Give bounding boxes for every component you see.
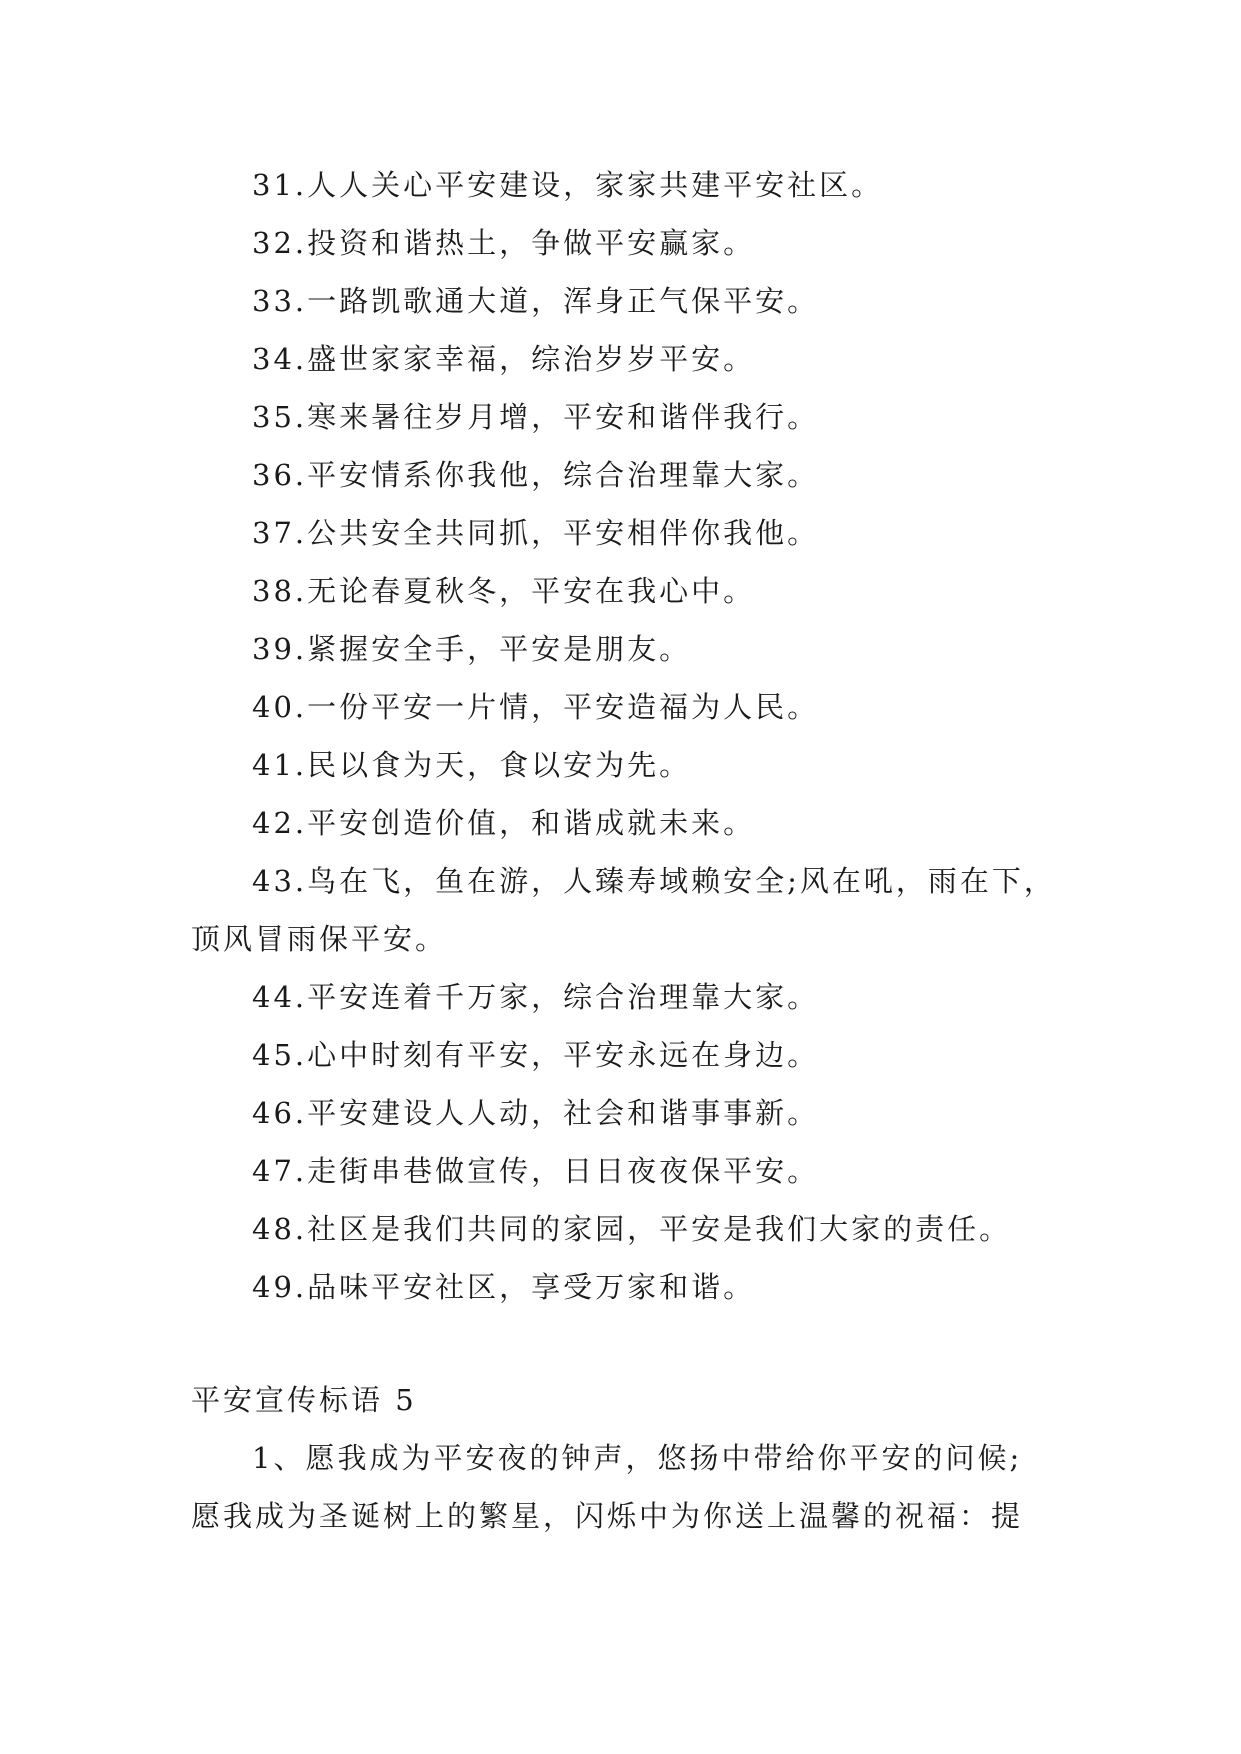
list-item-39: 39.紧握安全手，平安是朋友。: [252, 632, 692, 666]
list-item-35: 35.寒来暑往岁月增，平安和谐伴我行。: [252, 400, 820, 434]
list-item-43-line1: 43.鸟在飞，鱼在游，人臻寿域赖安全;风在吼，雨在下，: [252, 864, 1056, 898]
list-item-32: 32.投资和谐热土，争做平安赢家。: [252, 226, 756, 260]
list-item-33: 33.一路凯歌通大道，浑身正气保平安。: [252, 284, 820, 318]
list-item-45: 45.心中时刻有平安，平安永远在身边。: [252, 1038, 820, 1072]
list-item-31: 31.人人关心平安建设，家家共建平安社区。: [252, 168, 884, 202]
list-item-44: 44.平安连着千万家，综合治理靠大家。: [252, 980, 820, 1014]
list-item-38: 38.无论春夏秋冬，平安在我心中。: [252, 574, 756, 608]
list-item-37: 37.公共安全共同抓，平安相伴你我他。: [252, 516, 820, 550]
section-heading: 平安宣传标语 5: [191, 1383, 417, 1417]
list-item-48: 48.社区是我们共同的家园，平安是我们大家的责任。: [252, 1212, 1012, 1246]
list-item-46: 46.平安建设人人动，社会和谐事事新。: [252, 1096, 820, 1130]
list-item-47: 47.走街串巷做宣传，日日夜夜保平安。: [252, 1154, 820, 1188]
paragraph-line-2: 愿我成为圣诞树上的繁星，闪烁中为你送上温馨的祝福：提: [191, 1499, 1024, 1533]
list-item-42: 42.平安创造价值，和谐成就未来。: [252, 806, 756, 840]
list-item-43-line2: 顶风冒雨保平安。: [191, 922, 448, 956]
list-item-49: 49.品味平安社区，享受万家和谐。: [252, 1270, 756, 1304]
list-item-36: 36.平安情系你我他，综合治理靠大家。: [252, 458, 820, 492]
list-item-41: 41.民以食为天，食以安为先。: [252, 748, 692, 782]
list-item-40: 40.一份平安一片情，平安造福为人民。: [252, 690, 820, 724]
list-item-34: 34.盛世家家幸福，综治岁岁平安。: [252, 342, 756, 376]
paragraph-line-1: 1、愿我成为平安夜的钟声，悠扬中带给你平安的问候;: [252, 1441, 1023, 1475]
